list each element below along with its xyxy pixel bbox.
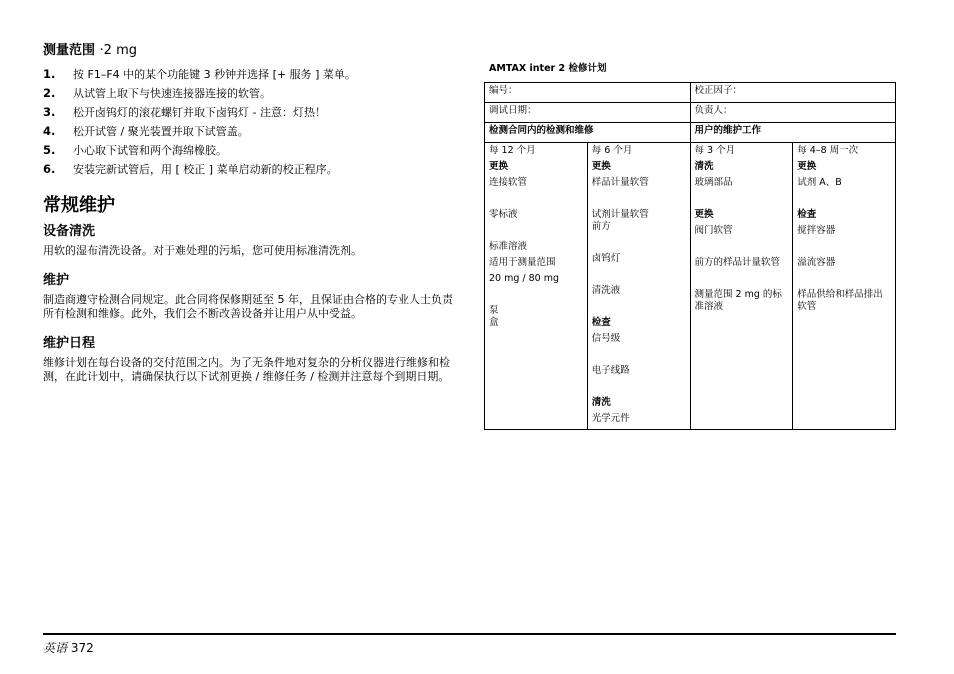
- col-3-months: [690, 143, 793, 430]
- list-item: 试剂计量软管: [591, 209, 649, 220]
- table-row: [485, 103, 896, 123]
- page-footer: [43, 640, 94, 656]
- list-item: 搅拌容器: [797, 225, 836, 236]
- step-text: 松开试管 / 聚光装置并取下试管盖。: [73, 125, 249, 138]
- list-item: 适用于测量范围: [489, 257, 556, 268]
- col-6-months: [587, 143, 690, 430]
- user-header-cell: 用户的维护工作: [690, 123, 896, 143]
- step-item: [43, 160, 455, 179]
- list-item: 电子线路: [591, 365, 630, 376]
- action-label: 检查: [591, 317, 611, 328]
- step-item: [43, 141, 455, 160]
- list-item: 零标液: [489, 209, 518, 220]
- list-item: 清洗液: [591, 285, 621, 296]
- list-item: 测量范围 2 mg 的标准溶液: [694, 289, 782, 312]
- table-row: [485, 143, 896, 430]
- step-text: 松开卤钨灯的滚花螺钉并取下卤钨灯 - 注意：灯热！: [73, 106, 326, 119]
- list-item: 前方: [591, 221, 611, 232]
- table-row: [485, 83, 896, 103]
- list-item: 光学元件: [591, 413, 630, 424]
- action-label: 更换: [694, 209, 714, 220]
- period-label: 每 4–8 周一次: [797, 145, 859, 156]
- list-item: 标准溶液: [489, 241, 528, 252]
- list-item: 卤钨灯: [591, 253, 621, 264]
- period-label: 每 3 个月: [694, 145, 736, 156]
- contract-header-cell: 检测合同内的检测和维修: [485, 123, 691, 143]
- footer-language: 英语: [43, 641, 68, 655]
- step-number: 3.: [43, 105, 56, 119]
- range-heading: [43, 42, 455, 59]
- action-label: 更换: [797, 161, 817, 172]
- step-item: [43, 122, 455, 141]
- serial-number-cell: 编号：: [485, 83, 691, 103]
- step-number: 2.: [43, 86, 56, 100]
- maintenance-text: 制造商遵守检测合同规定。此合同将保修期延至 5 年，且保证由合格的专业人士负责所有检测和维修。此外，我们会不断改善设备并让用户从中受益。: [43, 293, 453, 320]
- list-item: 连接软管: [489, 177, 528, 188]
- cleaning-heading: 设备清洗: [43, 224, 96, 239]
- list-item: 20 mg / 80 mg: [489, 273, 560, 284]
- action-label: 清洗: [591, 397, 611, 408]
- col-4-8-weeks: [793, 143, 896, 430]
- action-label: 检查: [797, 209, 817, 220]
- step-item: [43, 84, 455, 103]
- step-number: 6.: [43, 162, 56, 176]
- correction-factor-cell: 校正因子：: [690, 83, 896, 103]
- schedule-heading: 维护日程: [43, 336, 96, 351]
- col-12-months: [485, 143, 588, 430]
- list-item: 阀门软管: [694, 225, 733, 236]
- list-item: 前方的样品计量软管: [694, 257, 781, 268]
- schedule-text: 维修计划在每台设备的交付范围之内。为了无条件地对复杂的分析仪器进行维修和检测，在此计划中，请确保执行以下试剂更换 / 维修任务 / 检测并注意每个到期日期。: [43, 356, 450, 383]
- step-text: 安装完新试管后，用 [ 校正 ] 菜单启动新的校正程序。: [73, 163, 338, 176]
- range-heading-prefix: 测量范围: [43, 43, 96, 58]
- list-item: 盒: [489, 317, 499, 328]
- step-number: 5.: [43, 143, 56, 157]
- table-row: [485, 123, 896, 143]
- step-number: 1.: [43, 67, 56, 81]
- page-number: 372: [70, 641, 94, 655]
- main-heading: 常规维护: [43, 195, 115, 216]
- steps-list: [43, 65, 455, 179]
- footer-divider: [43, 633, 896, 635]
- commissioning-date-cell: 调试日期：: [485, 103, 691, 123]
- step-item: [43, 65, 455, 84]
- step-item: [43, 103, 455, 122]
- responsible-person-cell: 负责人：: [690, 103, 896, 123]
- list-item: 样品计量软管: [591, 177, 649, 188]
- step-number: 4.: [43, 124, 56, 138]
- plan-title: AMTAX inter 2 检修计划: [489, 63, 607, 74]
- list-item: 试剂 A、B: [797, 177, 842, 188]
- list-item: 泵: [489, 305, 499, 316]
- period-label: 每 12 个月: [489, 145, 536, 156]
- action-label: 更换: [591, 161, 611, 172]
- range-heading-value: ·2 mg: [99, 43, 137, 58]
- maintenance-heading: 维护: [43, 273, 70, 288]
- maintenance-plan: [484, 62, 896, 430]
- left-column: [43, 42, 455, 384]
- cleaning-text: 用软的湿布清洗设备。对于难处理的污垢，您可使用标准清洗剂。: [43, 244, 362, 257]
- step-text: 从试管上取下与快速连接器连接的软管。: [73, 87, 271, 100]
- plan-table: [484, 82, 896, 430]
- list-item: 信号级: [591, 333, 621, 344]
- list-item: 样品供给和样品排出软管: [797, 289, 883, 312]
- list-item: 溢流容器: [797, 257, 836, 268]
- period-label: 每 6 个月: [591, 145, 633, 156]
- list-item: 玻璃部品: [694, 177, 733, 188]
- action-label: 清洗: [694, 161, 714, 172]
- action-label: 更换: [489, 161, 509, 172]
- step-text: 小心取下试管和两个海绵橡胶。: [73, 144, 227, 157]
- step-text: 按 F1–F4 中的某个功能键 3 秒钟并选择 [+ 服务 ] 菜单。: [73, 68, 356, 81]
